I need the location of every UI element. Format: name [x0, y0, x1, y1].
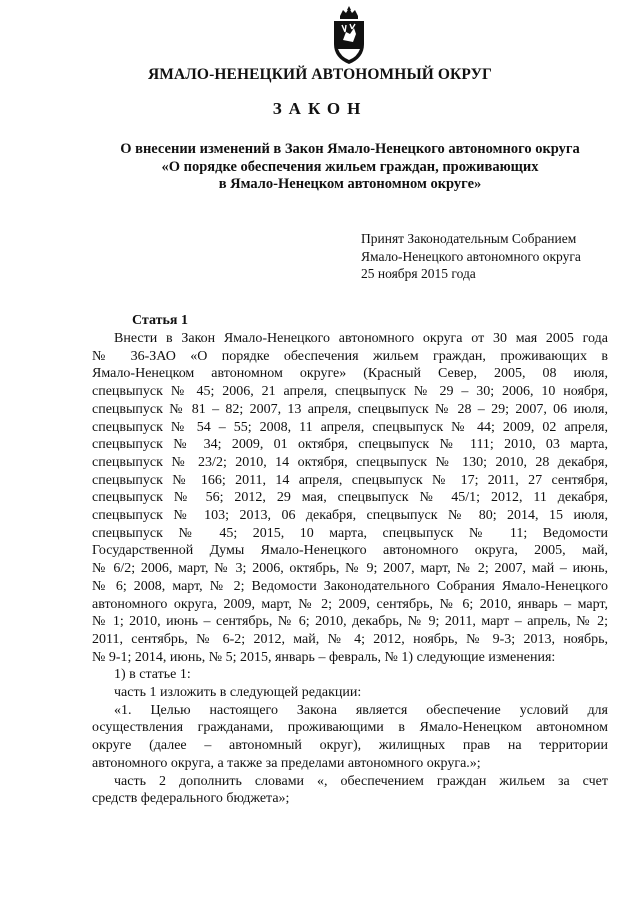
- body-line: округе (далее – автономный округ), жилищных прав на территории: [92, 738, 608, 754]
- law-title: [90, 141, 610, 194]
- law-title-line: О внесении изменений в Закон Ямало-Ненецкого автономного округа: [120, 141, 580, 157]
- body-line: № 1; 2010, июнь – сентябрь, № 6; 2010, декабрь, № 9; 2011, март – апрель, № 2;: [92, 614, 608, 630]
- body-line: спецвыпуск № 54 – 55; 2008, 11 апреля, спецвыпуск № 44; 2009, 02 апреля,: [92, 419, 608, 435]
- law-title-line: «О порядке обеспечения жильем граждан, проживающих: [161, 158, 539, 175]
- body-line: спецвыпуск № 23/2; 2010, 14 октября, спецвыпуск № 130; 2010, 28 декабря,: [92, 454, 608, 470]
- body-line: 2011, сентябрь, № 6-2; 2012, май, № 4; 2012, ноябрь, № 9-3; 2013, ноябрь,: [92, 631, 608, 647]
- body-line: часть 2 дополнить словами «, обеспечением граждан жильем за счет: [114, 773, 608, 789]
- adoption-line: Принят Законодательным Собранием: [361, 231, 577, 246]
- body-line: спецвыпуск № 56; 2012, 29 мая, спецвыпуск № 45/1; 2012, 11 декабря,: [92, 490, 608, 506]
- body-line: Ямало-Ненецком автономном округе» (Красный Север, 2005, 08 июля,: [92, 366, 608, 382]
- body-line: «1. Целью настоящего Закона является обеспечение условий для: [114, 702, 608, 718]
- coat-of-arms-emblem: [326, 4, 372, 66]
- law-title-line: в Ямало-Ненецком автономном округе»: [218, 176, 482, 192]
- adoption-line: Ямало-Ненецкого автономного округа: [361, 248, 581, 264]
- body-line: № 6; 2008, март, № 2; Ведомости Законодательного Собрания Ямало-Ненецкого: [92, 578, 608, 594]
- body-line: спецвыпуск № 45; 2006, 21 апреля, спецвыпуск № 29 – 30; 2006, 10 ноября,: [92, 384, 608, 400]
- body-line: № 6/2; 2006, март, № 3; 2006, октябрь, № 9; 2007, март, № 2; 2007, май – июнь,: [92, 561, 608, 577]
- body-line: спецвыпуск № 81 – 82; 2007, 13 апреля, спецвыпуск № 28 – 29; 2007, 06 июля,: [92, 401, 608, 417]
- article-heading: Статья 1: [132, 313, 188, 328]
- body-line: 1) в статье 1:: [114, 667, 191, 683]
- body-line: спецвыпуск № 166; 2011, 14 апреля, спецвыпуск № 17; 2011, 27 сентября,: [92, 472, 608, 488]
- body-line: часть 1 изложить в следующей редакции:: [114, 685, 362, 701]
- article-body: [92, 330, 608, 808]
- adoption-note: [361, 230, 581, 283]
- body-line: автономного округа, 2009, март, № 2; 2009, сентябрь, № 6; 2010, январь – март,: [92, 596, 608, 612]
- region-heading: ЯМАЛО-НЕНЕЦКИЙ АВТОНОМНЫЙ ОКРУГ: [147, 66, 493, 83]
- body-line: № 9-1; 2014, июнь, № 5; 2015, январь – февраль, № 1) следующие изменения:: [92, 649, 556, 665]
- body-line: спецвыпуск № 45; 2015, 10 марта, спецвыпуск № 11; Ведомости: [92, 525, 608, 541]
- body-line: автономного округа, а также за пределами автономного округа.»;: [92, 755, 481, 771]
- body-line: спецвыпуск № 103; 2013, 06 декабря, спецвыпуск № 80; 2014, 15 июля,: [92, 508, 608, 524]
- body-line: средств федерального бюджета»;: [92, 791, 290, 807]
- body-line: № 36-ЗАО «О порядке обеспечения жильем граждан, проживающих в: [92, 348, 608, 364]
- body-line: Государственной Думы Ямало-Ненецкого автономного округа, 2005, май,: [92, 543, 608, 559]
- body-line: осуществления гражданами, проживающими в Ямало-Ненецком автономном: [92, 720, 608, 736]
- document-type: ЗАКОН: [272, 99, 368, 118]
- adoption-line: 25 ноября 2015 года: [361, 266, 476, 281]
- body-line: Внести в Закон Ямало-Ненецкого автономного округа от 30 мая 2005 года: [114, 331, 608, 346]
- body-line: спецвыпуск № 34; 2009, 01 октября, спецвыпуск № 111; 2010, 03 марта,: [92, 437, 608, 453]
